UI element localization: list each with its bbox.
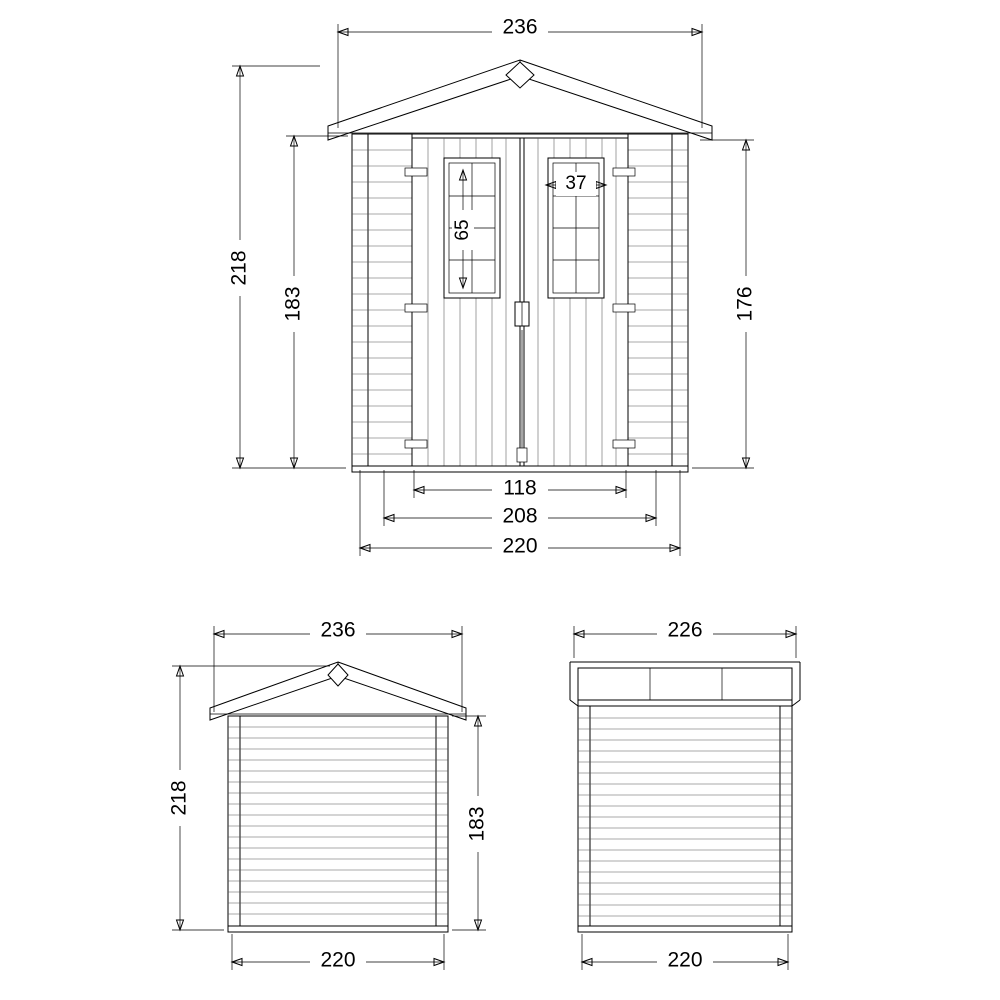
dim-label-front-right-height: 176 [733, 286, 757, 322]
side-roof [210, 662, 466, 720]
dim-label-door-width: 118 [503, 476, 537, 500]
dim-label-side-wall-height: 183 [465, 806, 489, 842]
dim-front-183 [282, 136, 348, 468]
dim-label-wall-width: 208 [502, 504, 538, 528]
dim-label-rear-roof-width: 226 [667, 618, 703, 642]
dim-label-side-total-height: 218 [167, 780, 191, 816]
dim-label-rear-base-width: 220 [667, 948, 703, 972]
side-wall-body [228, 716, 448, 932]
dim-label-front-wall-height: 183 [281, 286, 305, 322]
dim-label-window-height: 65 [452, 219, 474, 241]
dim-side-220 [232, 934, 444, 974]
dim-label-side-roof-width: 236 [320, 618, 356, 642]
dim-label-base-width: 220 [502, 534, 538, 558]
dim-label-window-width: 37 [565, 173, 587, 195]
dim-front-118 [414, 470, 626, 502]
dim-label-front-roof-width: 236 [502, 15, 538, 39]
rear-roof-edge [570, 662, 800, 706]
front-elevation-view [228, 16, 758, 560]
dim-front-176 [692, 140, 758, 468]
dim-label-side-base-width: 220 [320, 948, 356, 972]
dim-rear-220 [582, 934, 788, 974]
dim-label-front-total-height: 218 [227, 250, 251, 286]
dim-side-183 [452, 716, 490, 930]
rear-elevation-view [570, 619, 800, 974]
front-double-door[interactable] [405, 138, 635, 468]
front-base [352, 466, 688, 472]
dim-rear-226 [574, 619, 796, 658]
front-roof [328, 60, 712, 140]
rear-wall-body [578, 706, 792, 932]
side-elevation-view [168, 619, 490, 974]
